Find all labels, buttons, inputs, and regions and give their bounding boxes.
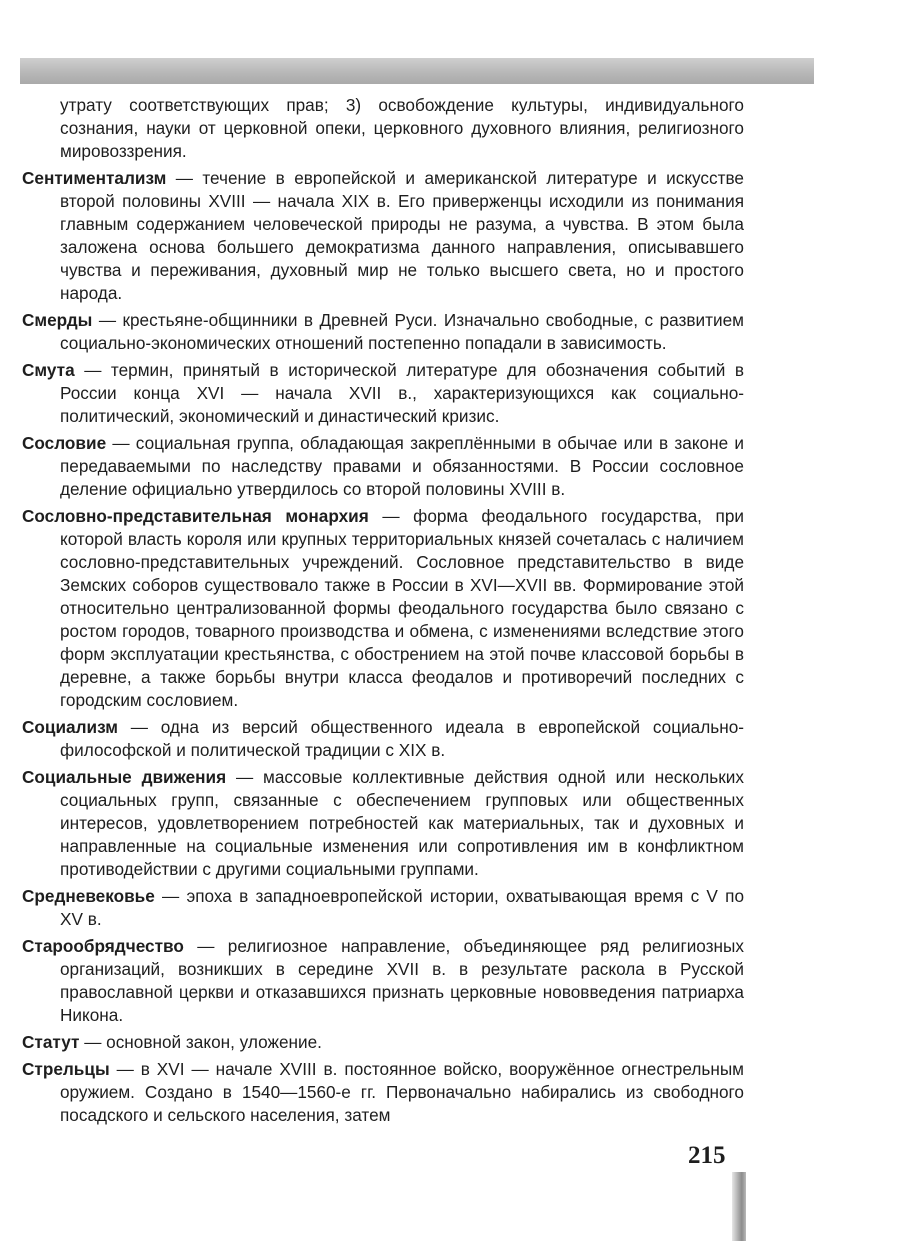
entry-definition: — течение в европейской и американской литературе и искусстве второй половины XVIII — начала XIX в. Его приверженцы исходили из понимания главным содержанием человеческой природы не разума, а чувства. В этом была заложена основа большего демократизма данного направления, описывавшего чувства и переживания, духовный мир не только высшего света, но и простого народа. <box>60 168 744 303</box>
entry-definition: — в XVI — начале XVIII в. постоянное войско, вооружённое огнестрельным оружием. Создано в 1540—1560-е гг. Первоначально набирались из свободного посадского и сельского населения, затем <box>60 1059 744 1125</box>
entry-term: Социализм <box>22 717 118 737</box>
entry-definition: — одна из версий общественного идеала в европейской социально-философской и политической традиции с XIX в. <box>60 717 744 760</box>
entry-term: Сословие <box>22 433 107 453</box>
entry-definition: — социальная группа, обладающая закреплёнными в обычае или в законе и передаваемыми по наследству правами и обязанностями. В России сословное деление официально утвердилось со второй половины XVIII в. <box>60 433 744 499</box>
glossary-entry-soslovie <box>22 432 744 501</box>
glossary-entry-statute <box>22 1031 744 1054</box>
entry-term: Статут <box>22 1032 80 1052</box>
entry-term: Стрельцы <box>22 1059 110 1079</box>
glossary-entry-middle-ages <box>22 885 744 931</box>
glossary-entry-smuta <box>22 359 744 428</box>
glossary-entry-sentimentalism <box>22 167 744 305</box>
page-header-band <box>20 58 814 84</box>
entry-definition: — религиозное направление, объединяющее ряд религиозных организаций, возникших в середине XVII в. в результате раскола в Русской православной церкви и отказавшихся признать церковные нововведения патриарха Никона. <box>60 936 744 1025</box>
entry-definition: — крестьяне-общинники в Древней Руси. Изначально свободные, с развитием социально-экономических отношений постепенно попадали в зависимость. <box>60 310 744 353</box>
entry-definition: — термин, принятый в исторической литературе для обозначения событий в России конца XVI — начала XVII в., характеризующихся как социально-политический, экономический и династический кризис. <box>60 360 744 426</box>
entry-term: Старообрядчество <box>22 936 184 956</box>
entry-definition: — основной закон, уложение. <box>79 1032 322 1052</box>
entry-term: Сословно-представительная монархия <box>22 506 369 526</box>
entry-term: Социальные движения <box>22 767 227 787</box>
glossary-entry-estate-monarchy <box>22 505 744 712</box>
page-number: 215 <box>688 1142 726 1169</box>
entry-definition: — форма феодального государства, при которой власть короля или крупных территориальных князей сочеталась с наличием сословно-представительных учреждений. Сословное представительство в виде Земских соборов существовало также в России в XVI—XVII вв. Формирование этой относительно централизованной формы феодального государства было связано с ростом городов, товарного производства и обмена, с изменениями вследствие этого форм эксплуатации крестьянства, с обострением на этой почве классовой борьбы в деревне, а также борьбы внутри класса феодалов и противоречий последних с городским сословием. <box>60 506 744 710</box>
entry-term: Смута <box>22 360 75 380</box>
entry-definition: — массовые коллективные действия одной или нескольких социальных групп, связанные с обеспечением групповых или общественных интересов, удовлетворением потребностей как материальных, так и духовных и направленные на социальные изменения или сопротивления им в конфликтном противодействии с другими социальными группами. <box>60 767 744 879</box>
entry-term: Смерды <box>22 310 93 330</box>
entry-term: Сентиментализм <box>22 168 167 188</box>
entry-term: Средневековье <box>22 886 155 906</box>
entry-definition: — эпоха в западноевропейской истории, охватывающая время с V по XV в. <box>60 886 744 929</box>
glossary-text <box>22 94 744 1131</box>
page-edge-shadow <box>732 1172 746 1241</box>
glossary-entry-social-movements <box>22 766 744 881</box>
glossary-entry-smerdy <box>22 309 744 355</box>
glossary-entry-old-believers <box>22 935 744 1027</box>
glossary-entry-socialism <box>22 716 744 762</box>
continued-paragraph: утрату соответствующих прав; 3) освобождение культуры, индивидуального сознания, науки от церковной опеки, церковного духовного влияния, религиозного мировоззрения. <box>60 95 744 161</box>
glossary-entry-streltsy <box>22 1058 744 1127</box>
